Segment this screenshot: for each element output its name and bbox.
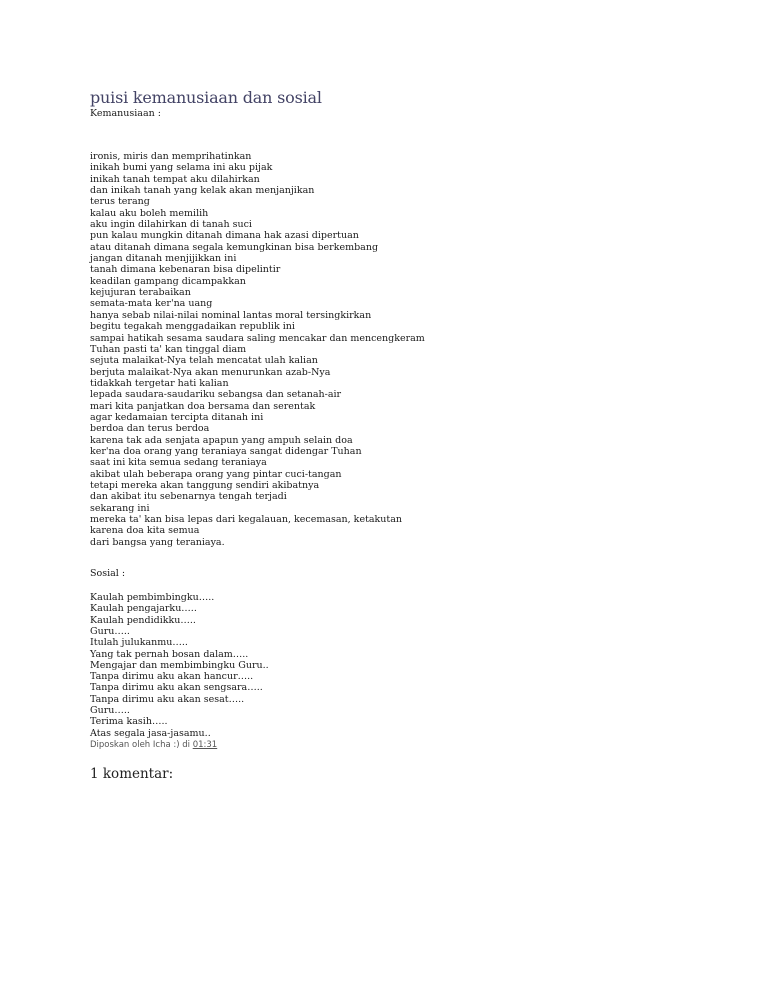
- poem-line: Kaulah pembimbingku…..: [90, 592, 215, 604]
- sosial-label: Sosial :: [90, 568, 126, 580]
- poem-line: ker'na doa orang yang teraniaya sangat didengar Tuhan: [90, 445, 362, 457]
- kemanusiaan-label: Kemanusiaan :: [90, 108, 161, 119]
- poem-line: inikah tanah tempat aku dilahirkan: [90, 173, 260, 185]
- poem-line: berjuta malaikat-Nya akan menurunkan azab-Nya: [90, 366, 331, 378]
- kemanusiaan-poem: [90, 151, 730, 548]
- poem-line: keadilan gampang dicampakkan: [90, 275, 246, 287]
- poem-line: atau ditanah dimana segala kemungkinan bisa berkembang: [90, 241, 379, 253]
- poem-line: ironis, miris dan memprihatinkan: [90, 151, 252, 162]
- poem-line: Tanpa dirimu aku akan sesat…..: [90, 693, 245, 705]
- poem-line: kejujuran terabaikan: [90, 287, 191, 299]
- blog-post: [90, 88, 730, 783]
- poem-line: karena tak ada senjata apapun yang ampuh selain doa: [90, 434, 353, 446]
- post-title: puisi kemanusiaan dan sosial: [90, 88, 322, 107]
- poem-line: agar kedamaian tercipta ditanah ini: [90, 411, 264, 423]
- poem-line: sekarang ini: [90, 502, 150, 514]
- poem-line: terus terang: [90, 196, 150, 208]
- poem-line: mari kita panjatkan doa bersama dan serentak: [90, 400, 316, 412]
- poem-line: Terima kasih…..: [90, 716, 168, 728]
- post-timestamp-link[interactable]: 01:31: [192, 739, 218, 750]
- poem-line: Tuhan pasti ta' kan tinggal diam: [90, 343, 247, 355]
- poem-line: aku ingin dilahirkan di tanah suci: [90, 219, 252, 231]
- poem-line: pun kalau mungkin ditanah dimana hak azasi dipertuan: [90, 230, 359, 242]
- poem-line: saat ini kita semua sedang teraniaya: [90, 457, 267, 469]
- poem-line: kalau aku boleh memilih: [90, 207, 209, 219]
- poem-line: Guru…..: [90, 705, 130, 716]
- sosial-poem: [90, 592, 730, 739]
- post-author: Diposkan oleh Icha :) di: [90, 739, 190, 750]
- comments-heading: 1 komentar:: [90, 765, 174, 782]
- poem-line: dan inikah tanah yang kelak akan menjanjikan: [90, 185, 315, 197]
- poem-line: Kaulah pendidikku…..: [90, 614, 196, 626]
- poem-line: jangan ditanah menjijikkan ini: [90, 253, 237, 265]
- poem-line: berdoa dan terus berdoa: [90, 423, 210, 435]
- poem-line: lepada saudara-saudariku sebangsa dan setanah-air: [90, 389, 342, 401]
- poem-line: Tanpa dirimu aku akan sengsara…..: [90, 682, 263, 694]
- poem-line: karena doa kita semua: [90, 525, 200, 537]
- poem-line: Kaulah pengajarku…..: [90, 603, 197, 615]
- poem-line: tetapi mereka akan tanggung sendiri akibatnya: [90, 479, 320, 491]
- poem-line: semata-mata ker'na uang: [90, 298, 213, 310]
- poem-line: tanah dimana kebenaran bisa dipelintir: [90, 264, 281, 276]
- poem-line: Mengajar dan membimbingku Guru..: [90, 659, 269, 671]
- poem-line: mereka ta' kan bisa lepas dari kegalauan, kecemasan, ketakutan: [90, 514, 403, 525]
- poem-line: Guru…..: [90, 625, 130, 637]
- poem-line: Tanpa dirimu aku akan hancur…..: [90, 671, 254, 683]
- poem-line: hanya sebab nilai-nilai nominal lantas moral tersingkirkan: [90, 309, 372, 321]
- post-footer: [90, 739, 730, 751]
- poem-line: tidakkah tergetar hati kalian: [90, 377, 229, 389]
- poem-line: sampai hatikah sesama saudara saling mencakar dan mencengkeram: [90, 332, 425, 344]
- poem-line: akibat ulah beberapa orang yang pintar cuci-tangan: [90, 468, 342, 480]
- poem-line: dan akibat itu sebenarnya tengah terjadi: [90, 491, 287, 503]
- poem-line: inikah bumi yang selama ini aku pijak: [90, 162, 273, 174]
- poem-line: Yang tak pernah bosan dalam…..: [90, 648, 249, 660]
- poem-line: begitu tegakah menggadaikan republik ini: [90, 321, 295, 333]
- poem-line: Itulah julukanmu…..: [90, 637, 188, 649]
- poem-line: dari bangsa yang teraniaya.: [90, 536, 225, 548]
- poem-line: sejuta malaikat-Nya telah mencatat ulah kalian: [90, 355, 318, 367]
- poem-line: Atas segala jasa-jasamu..: [90, 727, 211, 739]
